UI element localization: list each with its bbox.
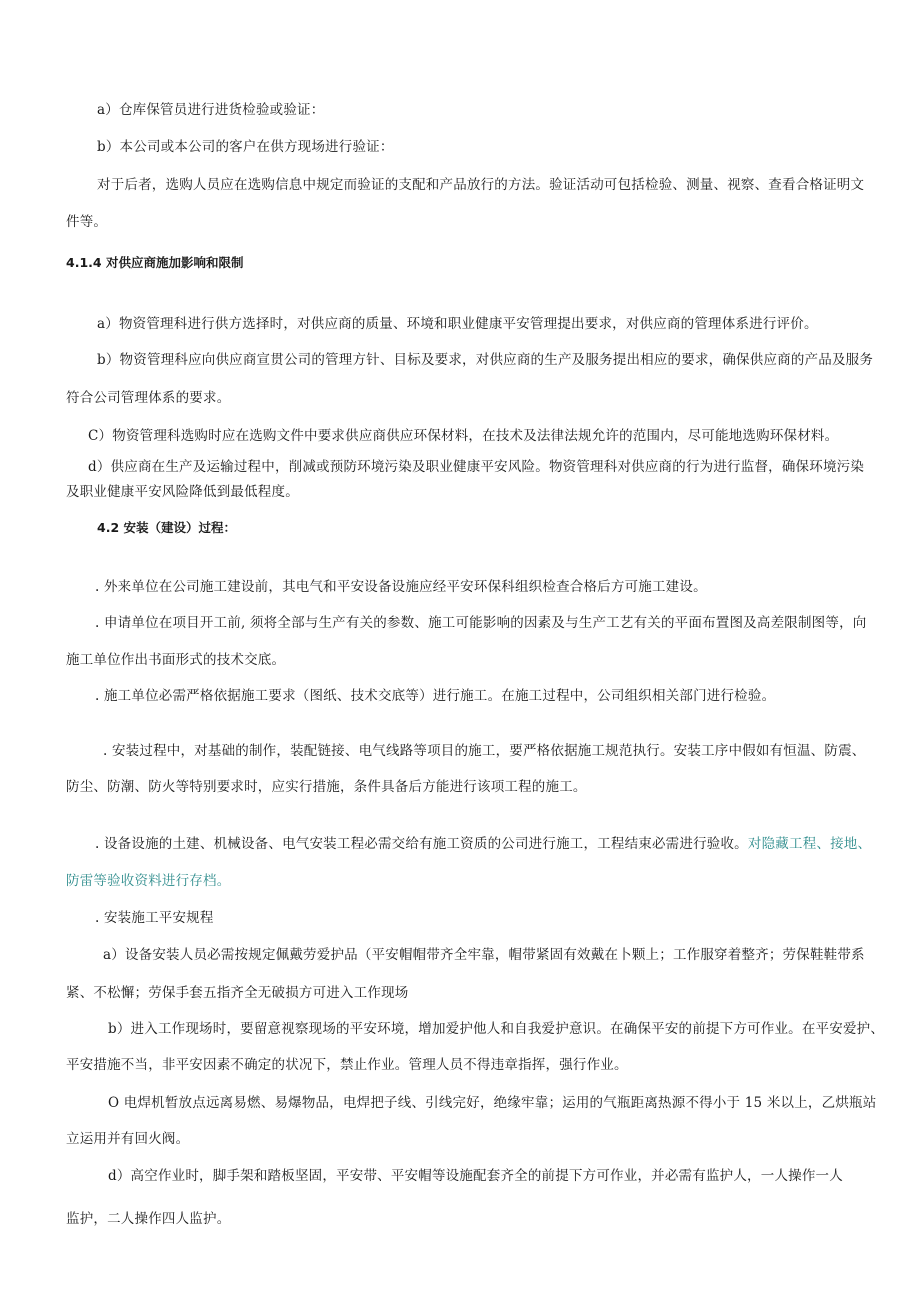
paragraph-rule-a-line2: 紧、不松懈；劳保手套五指齐全无破损方可进入工作现场 [66, 985, 409, 1001]
paragraph-latter-line2: 件等。 [66, 214, 108, 230]
paragraph-supplier-a: a）物资管理科进行供方选择时，对供应商的质量、环境和职业健康平安管理提出要求，对供应商的管理体系进行评价。 [97, 316, 818, 332]
paragraph-installation-line2: 防尘、防潮、防火等特别要求时，应实行措施，条件具备后方能进行该项工程的施工。 [66, 779, 587, 795]
paragraph-rule-a-line1: a）设备安装人员必需按规定佩戴劳爱护品（平安帽帽带齐全牢靠，帽带紧固有效戴在卜颗上；工作服穿着整齐；劳保鞋鞋带系 [103, 947, 865, 963]
paragraph-supplier-c: C）物资管理科选购时应在选购文件中要求供应商供应环保材料，在技术及法律法规允许的范围内，尽可能地选购环保材料。 [88, 428, 839, 444]
section-heading-4-1-4: 4.1.4 对供应商施加影响和限制 [66, 255, 244, 270]
paragraph-facilities-line2: 防雷等验收资料进行存档。 [66, 873, 231, 889]
paragraph-supplier-d-line1: d）供应商在生产及运输过程中，削减或预防环境污染及职业健康平安风险。物资管理科对供应商的行为进行监督，确保环境污染 [88, 459, 865, 475]
paragraph-facilities-line1 [95, 835, 871, 853]
paragraph-installation-line1: . 安装过程中，对基础的制作，装配链接、电气线路等项目的施工，要严格依据施工规范执行。安装工序中假如有恒温、防震、 [103, 743, 866, 759]
paragraph-facilities-text: . 设备设施的土建、机械设备、电气安装工程必需交给有施工资质的公司进行施工，工程结束必需进行验收。 [95, 836, 748, 852]
paragraph-applicant-line1: . 申请单位在项目开工前, 须将全部与生产有关的参数、施工可能影响的因素及与生产工艺有关的平面布置图及高差限制图等，向 [95, 615, 867, 631]
paragraph-rule-d-line2: 监护，二人操作四人监护。 [66, 1211, 231, 1227]
paragraph-rule-c-line2: 立运用并有回火阀。 [66, 1131, 190, 1147]
section-heading-4-2: 4.2 安装（建设）过程： [97, 520, 236, 535]
paragraph-rule-b-line1: b）进入工作现场时，要留意视察现场的平安环境，增加爱护他人和自我爱护意识。在确保平安的前提下方可作业。在平安爱护、 [108, 1021, 885, 1037]
paragraph-b-site-verification: b）本公司或本公司的客户在供方现场进行验证： [97, 139, 394, 155]
paragraph-supplier-b-line1: b）物资管理科应向供应商宣贯公司的管理方针、目标及要求，对供应商的生产及服务提出相应的要求，确保供应商的产品及服务 [97, 352, 874, 368]
paragraph-supplier-d-line2: 及职业健康平安风险降低到最低程度。 [66, 484, 299, 500]
paragraph-rule-d-line1: d）高空作业时，脚手架和踏板坚固，平安带、平安帽等设施配套齐全的前提下方可作业，并必需有监护人，一人操作一人 [108, 1168, 843, 1184]
paragraph-supplier-b-line2: 符合公司管理体系的要求。 [66, 390, 231, 406]
paragraph-rule-c-line1: O 电焊机暂放点远离易燃、易爆物品，电焊把子线、引线完好，绝缘牢靠；运用的气瓶距离热源不得小于 15 米以上，乙烘瓶站 [108, 1095, 877, 1111]
paragraph-a-warehouse: a）仓库保管员进行进货检验或验证： [97, 102, 325, 118]
paragraph-rule-b-line2: 平安措施不当，非平安因素不确定的状况下，禁止作业。管理人员不得违章指挥，强行作业。 [66, 1057, 628, 1073]
paragraph-safety-rules-title: . 安装施工平安规程 [95, 910, 214, 926]
paragraph-latter-line1: 对于后者，选购人员应在选购信息中规定而验证的支配和产品放行的方法。验证活动可包括检验、测量、视察、查看合格证明文 [97, 177, 865, 193]
paragraph-construction-unit: . 施工单位必需严格依据施工要求（图纸、技术交底等）进行施工。在施工过程中，公司组织相关部门进行检验。 [95, 688, 776, 704]
paragraph-external-unit: . 外来单位在公司施工建设前，其电气和平安设备设施应经平安环保科组织检查合格后方可施工建设。 [95, 579, 707, 595]
highlighted-text-archive: 对隐藏工程、接地、 [747, 836, 872, 852]
paragraph-applicant-line2: 施工单位作出书面形式的技术交底。 [66, 652, 286, 668]
